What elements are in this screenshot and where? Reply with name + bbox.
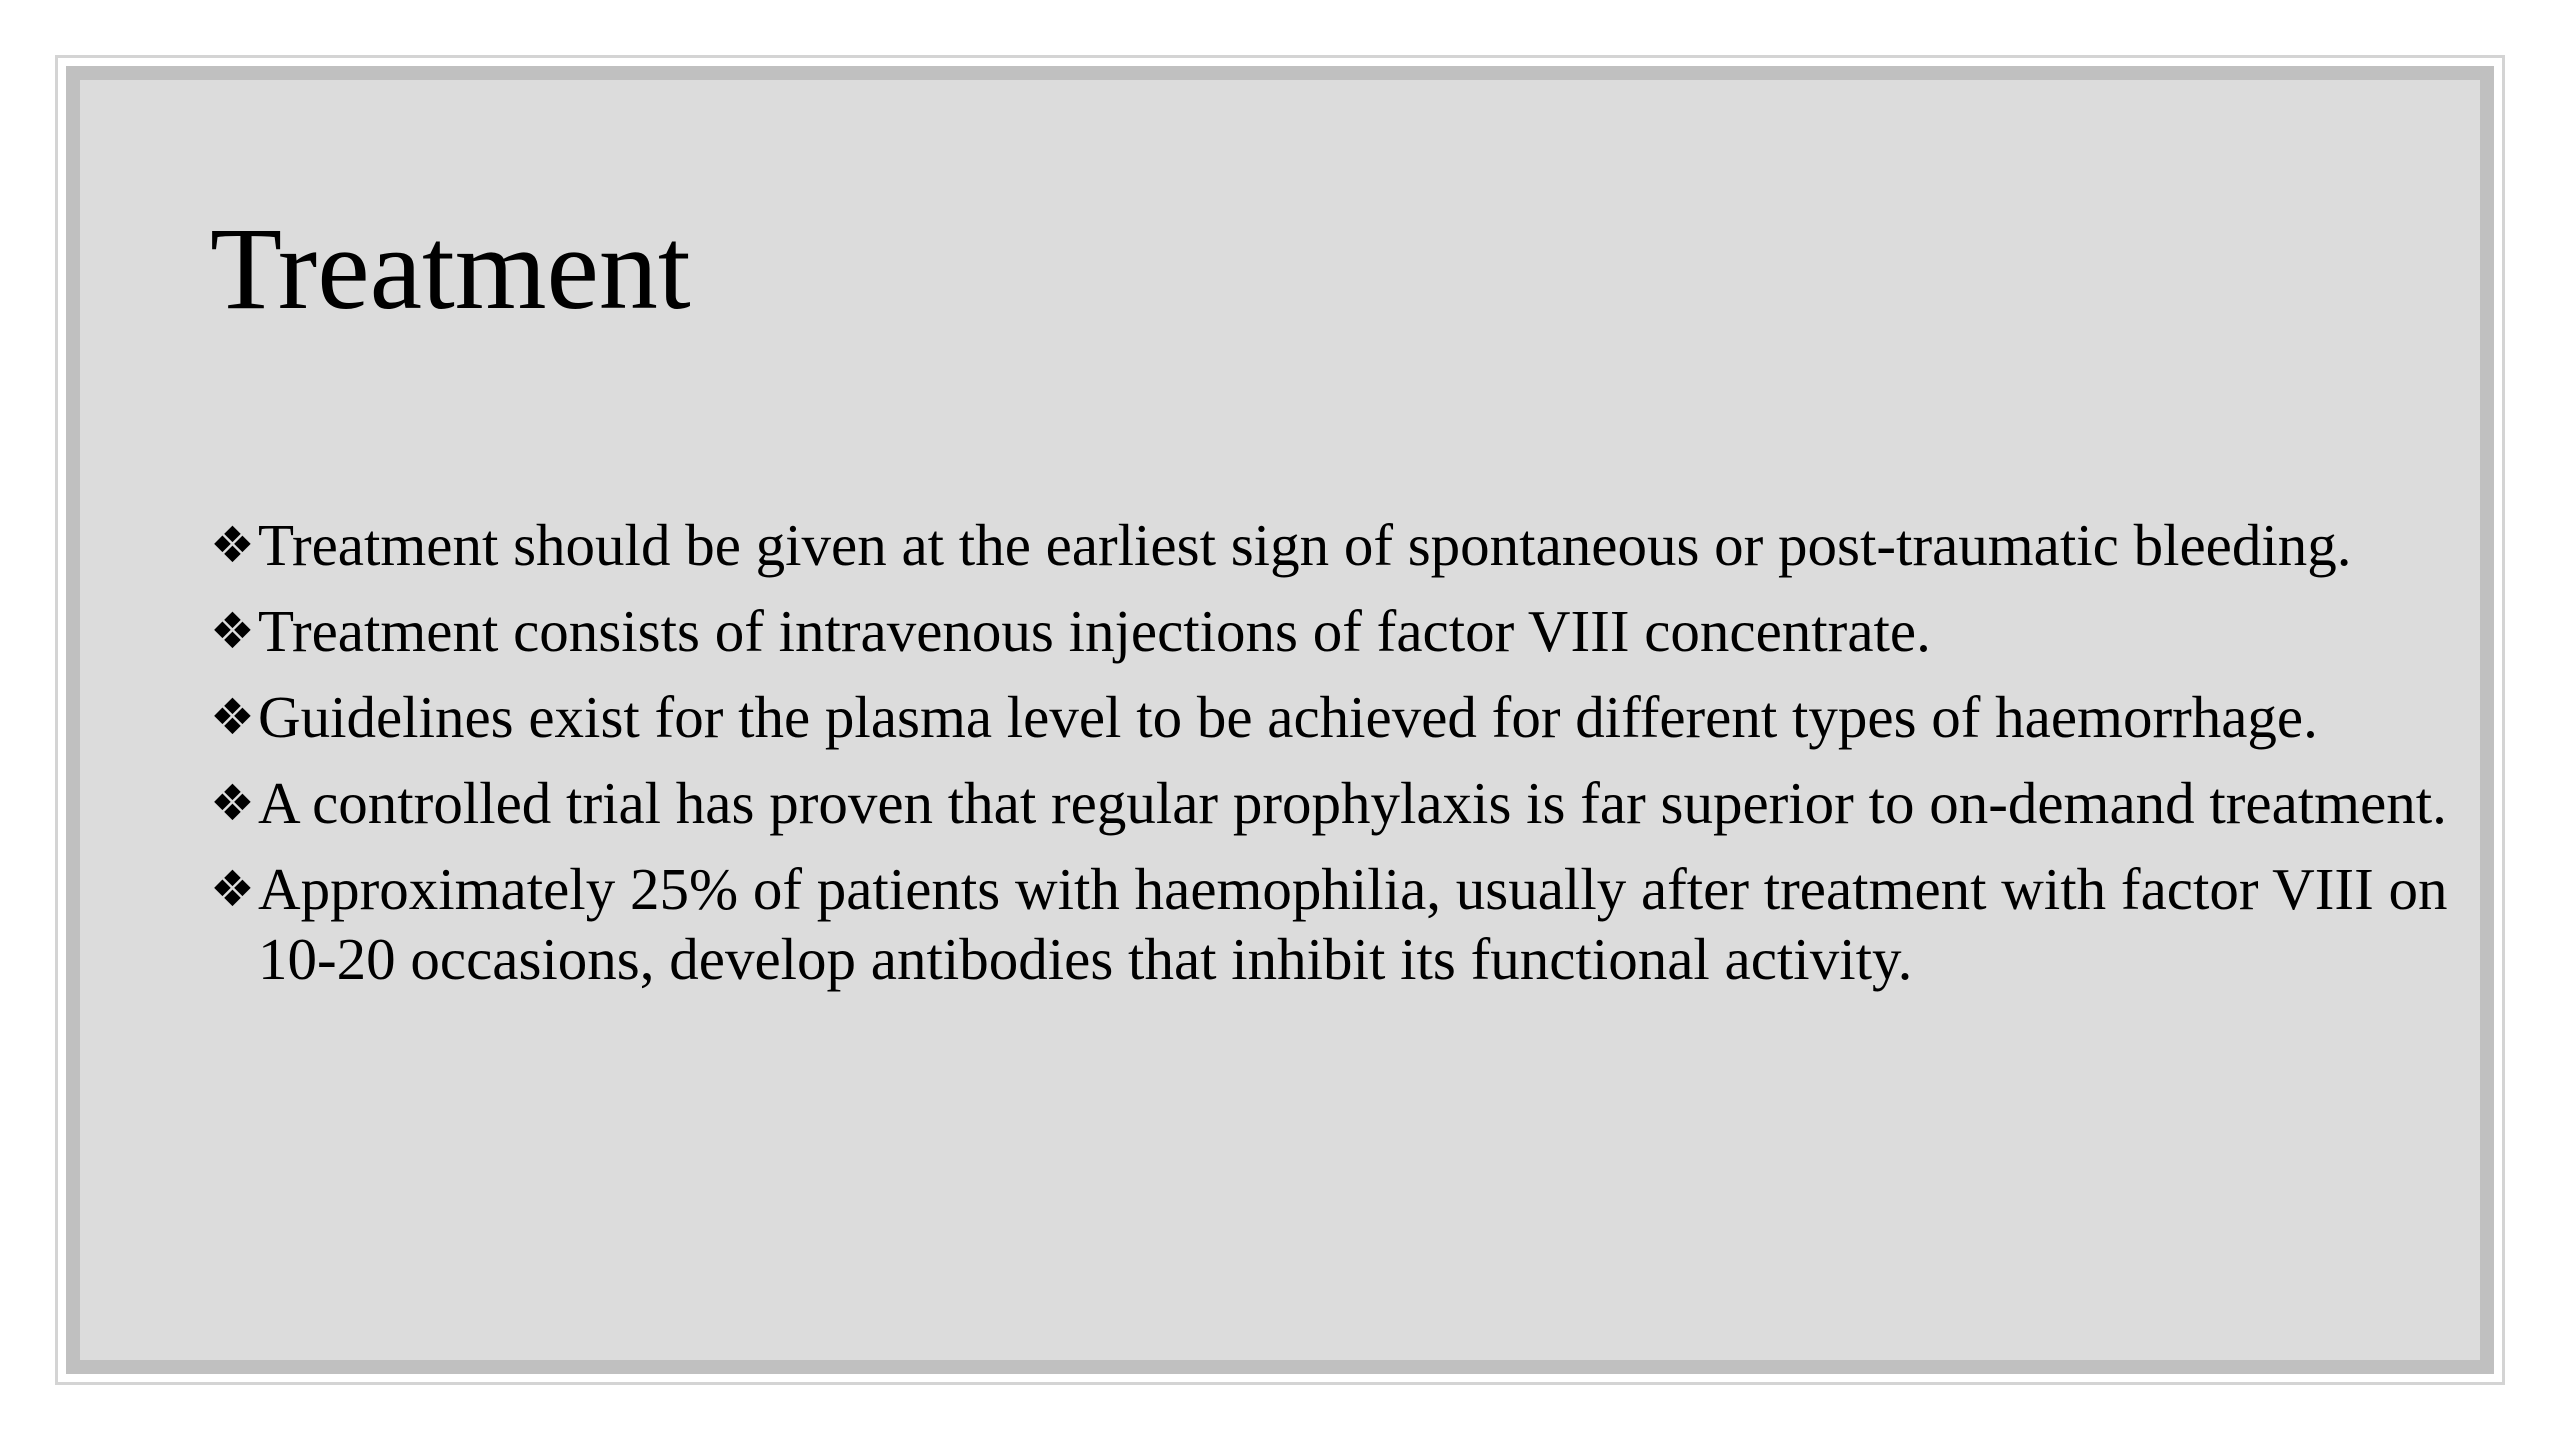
bullet-text: Approximately 25% of patients with haemophilia, usually after treatment with factor VIII on 10-20 occasions, develop antibodies that inhibit its functional activity. [258, 856, 2448, 992]
list-item [210, 768, 2450, 838]
list-item [210, 510, 2450, 580]
list-item [210, 596, 2450, 666]
bullet-list [210, 510, 2450, 1010]
slide-title: Treatment [210, 203, 691, 334]
four-diamond-bullet-icon: ❖ [210, 860, 255, 918]
four-diamond-bullet-icon: ❖ [210, 688, 255, 746]
bullet-text: Treatment consists of intravenous injections of factor VIII concentrate. [258, 598, 1931, 664]
four-diamond-bullet-icon: ❖ [210, 516, 255, 574]
slide-outer-border [55, 55, 2505, 1385]
list-item [210, 682, 2450, 752]
four-diamond-bullet-icon: ❖ [210, 602, 255, 660]
bullet-text: A controlled trial has proven that regular prophylaxis is far superior to on-demand treatment. [258, 770, 2447, 836]
bullet-text: Guidelines exist for the plasma level to be achieved for different types of haemorrhage. [258, 684, 2318, 750]
list-item [210, 854, 2450, 994]
four-diamond-bullet-icon: ❖ [210, 774, 255, 832]
slide [66, 66, 2494, 1374]
bullet-text: Treatment should be given at the earliest sign of spontaneous or post-traumatic bleeding. [258, 512, 2352, 578]
